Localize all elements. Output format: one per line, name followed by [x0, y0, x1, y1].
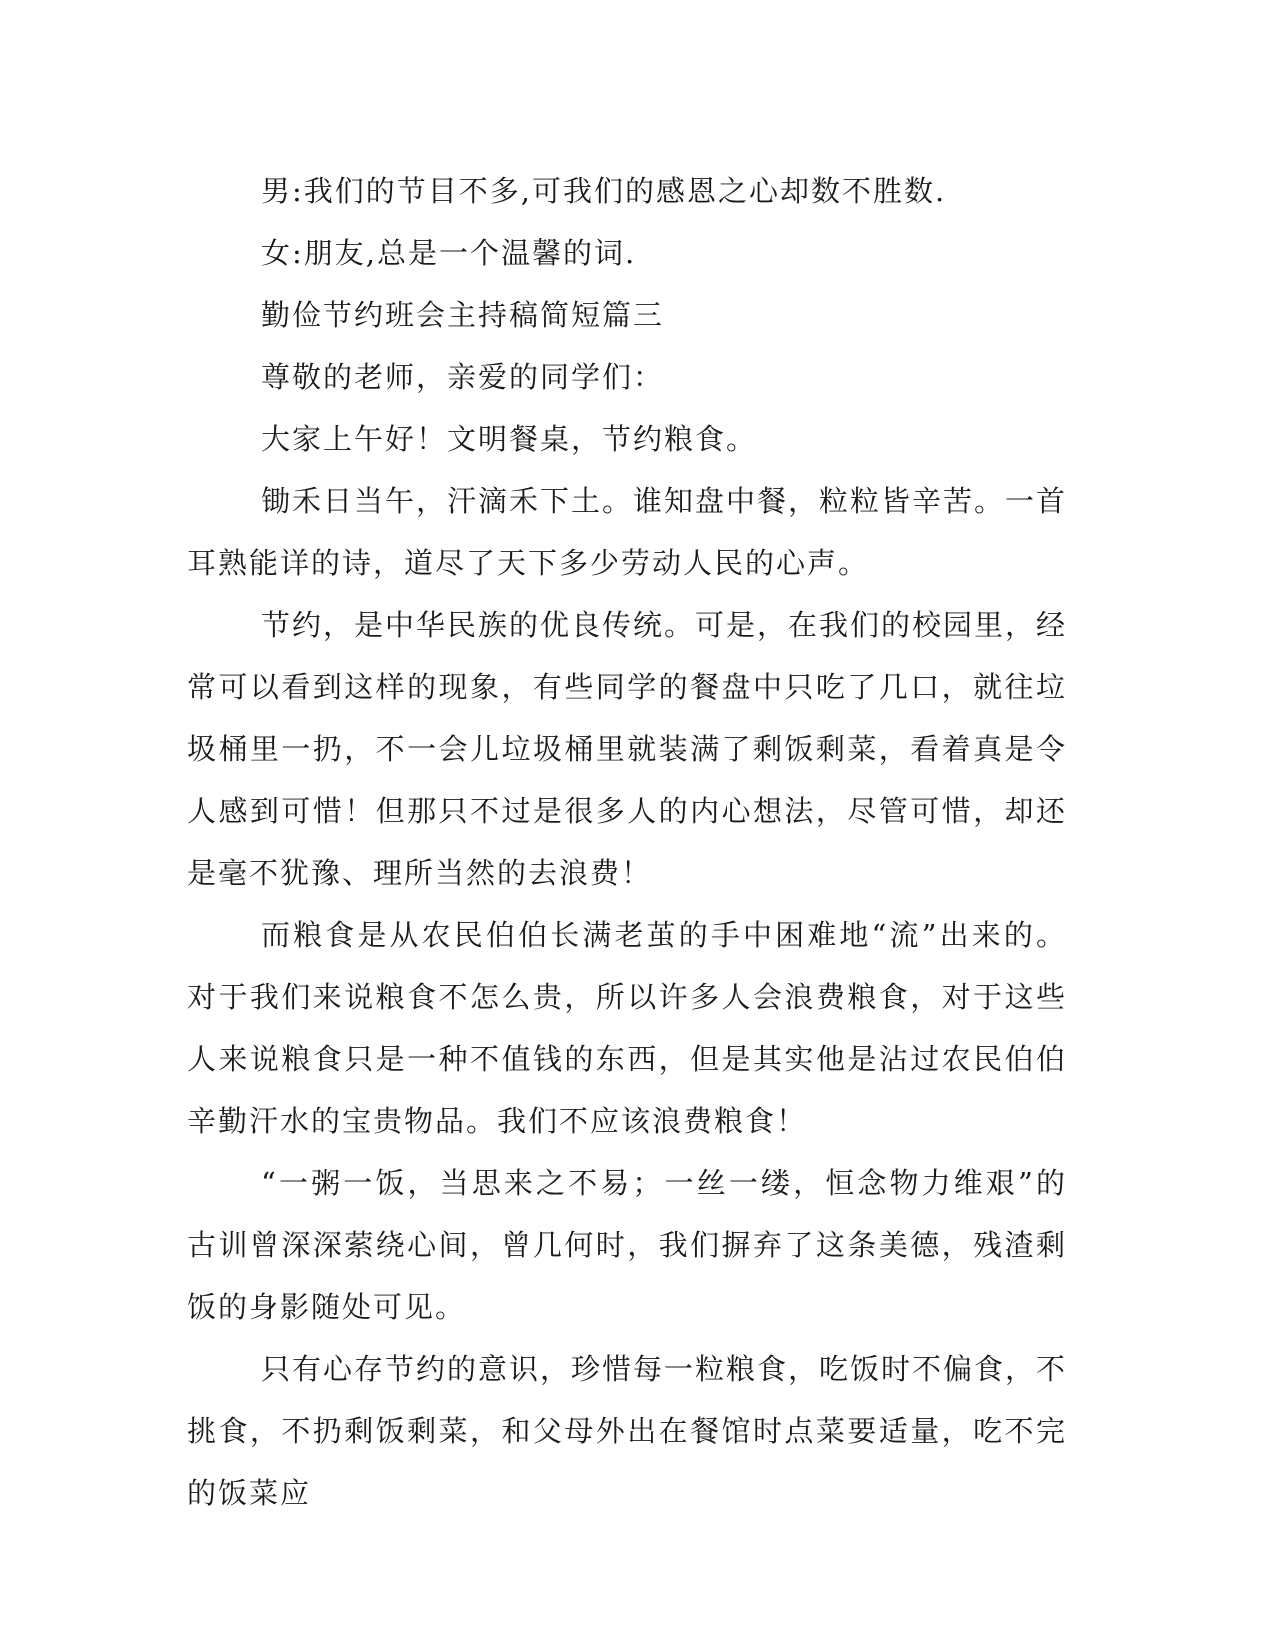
document-body: [187, 160, 1067, 1524]
paragraph-male-host-line: 男:我们的节目不多,可我们的感恩之心却数不胜数.: [261, 174, 947, 208]
paragraph-grain-value: 而粮食是从农民伯伯长满老茧的手中困难地“流”出来的。对于我们来说粮食不怎么贵，所以许多人会浪费粮食，对于这些人来说粮食只是一种不值钱的东西，但是其实他是沾过农民伯伯辛勤汗水的宝贵物品。我们不应该浪费粮食！: [187, 918, 1067, 1138]
paragraph-opening: 大家上午好！文明餐桌，节约粮食。: [261, 422, 758, 456]
paragraph-conservation: 只有心存节约的意识，珍惜每一粒粮食，吃饭时不偏食，不挑食，不扔剩饭剩菜，和父母外出在餐馆时点菜要适量，吃不完的饭菜应: [187, 1352, 1068, 1510]
paragraph-greeting: 尊敬的老师，亲爱的同学们：: [261, 360, 665, 394]
paragraph-tradition: 节约，是中华民族的优良传统。可是，在我们的校园里，经常可以看到这样的现象，有些同学的餐盘中只吃了几口，就往垃圾桶里一扔，不一会儿垃圾桶里就装满了剩饭剩菜，看着真是令人感到可惜！但那只不过是很多人的内心想法，尽管可惜，却还是毫不犹豫、理所当然的去浪费！: [187, 608, 1068, 890]
paragraph-poem: 锄禾日当午，汗滴禾下土。谁知盘中餐，粒粒皆辛苦。一首耳熟能详的诗，道尽了天下多少劳动人民的心声。: [187, 484, 1068, 580]
paragraph-proverb: “一粥一饭，当思来之不易；一丝一缕，恒念物力维艰”的古训曾深深萦绕心间，曾几何时，我们摒弃了这条美德，残渣剩饭的身影随处可见。: [187, 1166, 1067, 1324]
paragraph-female-host-line: 女:朋友,总是一个温馨的词.: [261, 236, 637, 270]
section-title: 勤俭节约班会主持稿简短篇三: [261, 298, 665, 332]
